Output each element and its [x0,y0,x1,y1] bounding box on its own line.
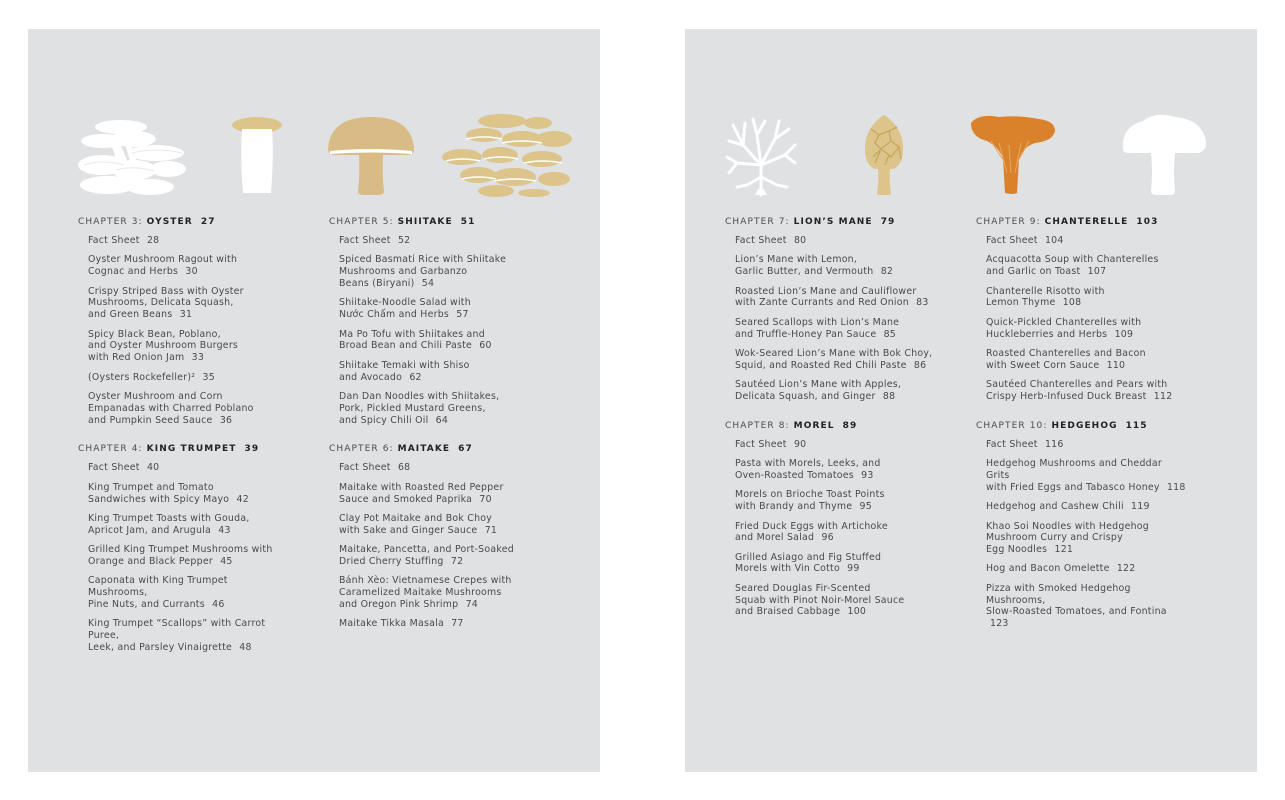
entry-title: King Trumpet Toasts with Gouda, Apricot Jam, and Arugula [88,512,250,536]
entry-page-number: 95 [859,501,872,513]
entry-title: Grilled Asiago and Fig Stuffed Morels with Vin Cotto [735,551,882,575]
toc-entry [339,391,539,426]
chapter-block-oyster [78,216,288,426]
chapter-page-number: 89 [842,420,858,431]
entry-page-number: 45 [220,555,233,567]
toc-entry [735,439,935,451]
entry-page-number: 62 [409,371,422,383]
entry-page-number: 107 [1087,266,1107,278]
entry-title: Shiitake-Noodle Salad with Nước Chấm and Herbs [339,297,471,321]
entry-page-number: 54 [421,277,435,289]
maitake-mushroom-illustration [442,113,574,197]
chapter-name: MAITAKE [397,444,451,455]
chapter-page-number: 39 [244,444,260,455]
toc-entry [735,254,935,278]
entry-page-number: 36 [219,414,233,426]
entry-title: Spiced Basmati Rice with Shiitake Mushrooms and Garbanzo Beans (Biryani) [339,254,507,289]
chapter-label: CHAPTER 6: [329,444,394,455]
chapter-entry-list [88,235,288,426]
chapter-name: OYSTER [146,217,193,227]
entry-title: Maitake with Roasted Red Pepper Sauce and Smoked Paprika [339,481,504,505]
chapter-name: SHIITAKE [397,217,453,227]
toc-entry [339,254,539,289]
chapter-label: CHAPTER 8: [725,420,790,431]
toc-entry [735,521,935,545]
entry-title: Fact Sheet [339,462,391,474]
toc-entry [986,458,1186,493]
chapter-entry-list [339,462,539,630]
entry-page-number: 123 [990,618,1009,630]
chapter-entry-list [986,439,1186,630]
entry-page-number: 110 [1106,359,1126,371]
toc-entry [339,513,539,537]
entry-title: Dan Dan Noodles with Shiitakes, Pork, Pickled Mustard Greens, and Spicy Chili Oil [339,390,500,426]
entry-title: Ma Po Tofu with Shiitakes and Broad Bean and Chili Paste [339,328,485,352]
toc-column-right-1 [725,216,935,635]
entry-title: Caponata with King Trumpet Mushrooms, Pine Nuts, and Currants [88,575,228,610]
entry-page-number: 60 [479,340,492,352]
entry-page-number: 82 [880,266,894,278]
chapter-page-number: 51 [460,217,476,227]
chapter-label: CHAPTER 9: [976,217,1041,227]
entry-title: Lion’s Mane with Lemon, Garlic Butter, and Vermouth [735,254,874,278]
entry-page-number: 42 [236,493,249,505]
toc-entry [986,379,1186,403]
chapter-entry-list [735,235,935,403]
chapter-label: CHAPTER 3: [78,217,143,227]
entry-page-number: 33 [191,352,205,364]
chanterelle-mushroom-illustration [969,113,1057,197]
entry-page-number: 100 [847,606,867,618]
entry-page-number: 83 [916,297,929,309]
morel-mushroom-illustration [861,113,907,197]
entry-page-number: 71 [484,524,498,536]
entry-page-number: 85 [883,328,897,340]
toc-entry [339,618,539,630]
oyster-mushroom-illustration [76,113,194,197]
entry-title: Spicy Black Bean, Poblano, and Oyster Mushroom Burgers with Red Onion Jam [88,328,239,364]
left-page [28,29,600,772]
toc-entry [339,360,539,384]
chapter-page-number: 67 [458,444,473,455]
toc-column-left-2 [329,216,539,647]
toc-entry [88,286,288,321]
chapter-block-chanterelle [976,216,1186,403]
toc-entry [339,297,539,321]
entry-title: Pizza with Smoked Hedgehog Mushrooms, Slow-Roasted Tomatoes, and Fontina [986,582,1167,618]
toc-entry [88,329,288,364]
king-trumpet-mushroom-illustration [230,115,284,195]
toc-entry [339,575,539,610]
entry-title: Hedgehog and Cashew Chili [986,501,1124,513]
chapter-heading [976,420,1186,433]
entry-title: Wok-Seared Lion’s Mane with Bok Choy, Squid, and Roasted Red Chili Paste [735,347,933,371]
toc-entry [339,235,539,247]
toc-entry [986,439,1186,451]
entry-title: Hog and Bacon Omelette [986,563,1110,575]
entry-page-number: 43 [218,524,231,536]
chapter-entry-list [986,235,1186,403]
entry-title: Fact Sheet [339,235,391,246]
hedgehog-mushroom-illustration [1119,113,1209,197]
chapter-block-morel [725,420,935,619]
entry-page-number: 35 [202,371,215,383]
entry-page-number: 48 [239,641,252,653]
entry-page-number: 99 [847,563,860,575]
toc-entry [88,575,288,610]
chapter-block-shiitake [329,216,539,426]
chapter-heading [78,443,288,456]
toc-entry [735,317,935,341]
entry-title: Sautéed Lion’s Mane with Apples, Delicata Squash, and Ginger [735,379,902,402]
chapter-name: LION’S MANE [793,217,873,227]
entry-title: Chanterelle Risotto with Lemon Thyme [986,285,1105,309]
chapter-heading [329,216,539,229]
entry-page-number: 46 [212,598,225,610]
entry-title: Shiitake Temaki with Shiso and Avocado [339,359,470,383]
entry-title: Morels on Brioche Toast Points with Brandy and Thyme [735,489,885,513]
chapter-page-number: 103 [1136,217,1159,227]
toc-entry [735,489,935,513]
chapter-label: CHAPTER 7: [725,217,790,227]
entry-title: Clay Pot Maitake and Bok Choy with Sake and Ginger Sauce [339,512,493,536]
chapter-block-king-trumpet [78,443,288,653]
chapter-entry-list [735,439,935,619]
toc-entry [88,372,288,384]
toc-entry [986,563,1186,575]
toc-column-left-1 [78,216,288,671]
entry-page-number: 109 [1114,328,1134,340]
entry-page-number: 70 [479,493,492,505]
chapter-block-hedgehog [976,420,1186,630]
entry-title: Hedgehog Mushrooms and Cheddar Grits with Fried Eggs and Tabasco Honey [986,458,1162,493]
entry-title: Fact Sheet [735,438,787,450]
chapter-name: KING TRUMPET [146,444,237,455]
entry-page-number: 116 [1044,438,1064,450]
toc-entry [88,513,288,537]
entry-page-number: 112 [1153,390,1173,402]
chapter-block-maitake [329,443,539,630]
chapter-entry-list [88,462,288,653]
entry-title: Fact Sheet [735,235,787,246]
toc-entry [339,329,539,353]
entry-title: (Oysters Rockefeller)² [88,371,196,383]
toc-entry [735,583,935,618]
entry-page-number: 57 [456,309,469,321]
toc-column-right-2 [976,216,1186,647]
toc-entry [339,482,539,506]
entry-title: King Trumpet “Scallops” with Carrot Puree, Leek, and Parsley Vinaigrette [88,618,266,653]
entry-title: Oyster Mushroom and Corn Empanadas with Charred Poblano and Pumpkin Seed Sauce [88,390,254,426]
toc-entry [986,317,1186,341]
shiitake-mushroom-illustration [326,115,416,197]
chapter-page-number: 79 [880,217,896,227]
entry-title: Fact Sheet [88,235,140,246]
entry-title: Khao Soi Noodles with Hedgehog Mushroom Curry and Crispy Egg Noodles [986,520,1149,556]
entry-title: Roasted Chanterelles and Bacon with Sweet Corn Sauce [986,347,1146,371]
entry-page-number: 119 [1131,501,1150,513]
entry-title: Seared Douglas Fir-Scented Squab with Pinot Noir-Morel Sauce and Braised Cabbage [735,582,905,618]
toc-entry [986,286,1186,310]
chapter-heading [78,216,288,229]
toc-entry [735,235,935,247]
entry-title: Quick-Pickled Chanterelles with Huckleberries and Herbs [986,316,1142,340]
toc-entry [986,235,1186,247]
entry-title: Fact Sheet [88,462,140,474]
entry-page-number: 88 [882,390,896,402]
toc-entry [88,254,288,278]
right-page [685,29,1257,772]
entry-page-number: 96 [821,532,834,544]
toc-entry [986,521,1186,556]
entry-title: Oyster Mushroom Ragout with Cognac and Herbs [88,254,238,278]
entry-page-number: 77 [451,618,464,630]
toc-entry [88,544,288,568]
toc-entry [88,462,288,474]
entry-page-number: 118 [1166,481,1186,493]
entry-page-number: 52 [397,235,411,246]
entry-page-number: 30 [185,266,198,278]
toc-entry [339,462,539,474]
entry-title: Fact Sheet [986,438,1038,450]
chapter-name: MOREL [793,420,835,431]
toc-entry [986,501,1186,513]
entry-title: Fact Sheet [986,235,1038,246]
toc-entry [88,391,288,426]
chapter-heading [976,216,1186,229]
toc-entry [339,544,539,568]
entry-page-number: 121 [1054,544,1074,556]
toc-entry [88,235,288,247]
entry-title: Pasta with Morels, Leeks, and Oven-Roasted Tomatoes [735,458,881,481]
chapter-entry-list [339,235,539,426]
chapter-heading [725,420,935,433]
toc-entry [88,618,288,653]
toc-entry [735,348,935,372]
chapter-name: CHANTERELLE [1044,217,1129,227]
chapter-label: CHAPTER 5: [329,217,394,227]
entry-page-number: 80 [793,235,807,246]
toc-entry [735,458,935,482]
lions-mane-mushroom-illustration [723,115,799,197]
toc-entry [986,254,1186,278]
entry-title: Bánh Xèo: Vietnamese Crepes with Caramelized Maitake Mushrooms and Oregon Pink Shrimp [339,575,512,610]
chapter-heading [329,443,539,456]
entry-page-number: 104 [1044,235,1064,246]
entry-page-number: 68 [397,462,411,474]
chapter-label: CHAPTER 4: [78,444,143,455]
toc-entry [735,379,935,403]
entry-page-number: 90 [793,438,807,450]
entry-title: Maitake, Pancetta, and Port-Soaked Dried Cherry Stuffing [339,544,514,567]
entry-title: Roasted Lion’s Mane and Cauliflower with Zante Currants and Red Onion [735,285,917,309]
entry-page-number: 108 [1062,297,1082,309]
entry-page-number: 72 [450,555,464,567]
entry-title: Acquacotta Soup with Chanterelles and Garlic on Toast [986,254,1159,278]
entry-title: King Trumpet and Tomato Sandwiches with Spicy Mayo [88,481,230,505]
toc-entry [986,583,1186,630]
entry-page-number: 64 [435,414,449,426]
entry-title: Maitake Tikka Masala [339,618,444,630]
chapter-name: HEDGEHOG [1051,420,1118,431]
chapter-page-number: 115 [1125,420,1148,431]
chapter-label: CHAPTER 10: [976,420,1048,431]
entry-page-number: 86 [913,359,927,371]
toc-entry [986,348,1186,372]
chapter-heading [725,216,935,229]
entry-title: Seared Scallops with Lion’s Mane and Truffle-Honey Pan Sauce [735,316,900,340]
entry-page-number: 40 [146,462,160,474]
entry-page-number: 122 [1116,563,1136,575]
entry-page-number: 28 [146,235,160,246]
entry-page-number: 31 [179,309,193,321]
entry-title: Sautéed Chanterelles and Pears with Crispy Herb-Infused Duck Breast [986,379,1168,402]
chapter-block-lions-mane [725,216,935,403]
toc-entry [735,552,935,576]
toc-entry [88,482,288,506]
toc-entry [735,286,935,310]
entry-page-number: 93 [861,469,874,481]
entry-title: Fried Duck Eggs with Artichoke and Morel Salad [735,520,888,544]
chapter-page-number: 27 [200,217,216,227]
entry-page-number: 74 [465,598,479,610]
entry-title: Crispy Striped Bass with Oyster Mushrooms, Delicata Squash, and Green Beans [88,285,244,321]
entry-title: Grilled King Trumpet Mushrooms with Orange and Black Pepper [88,544,273,567]
